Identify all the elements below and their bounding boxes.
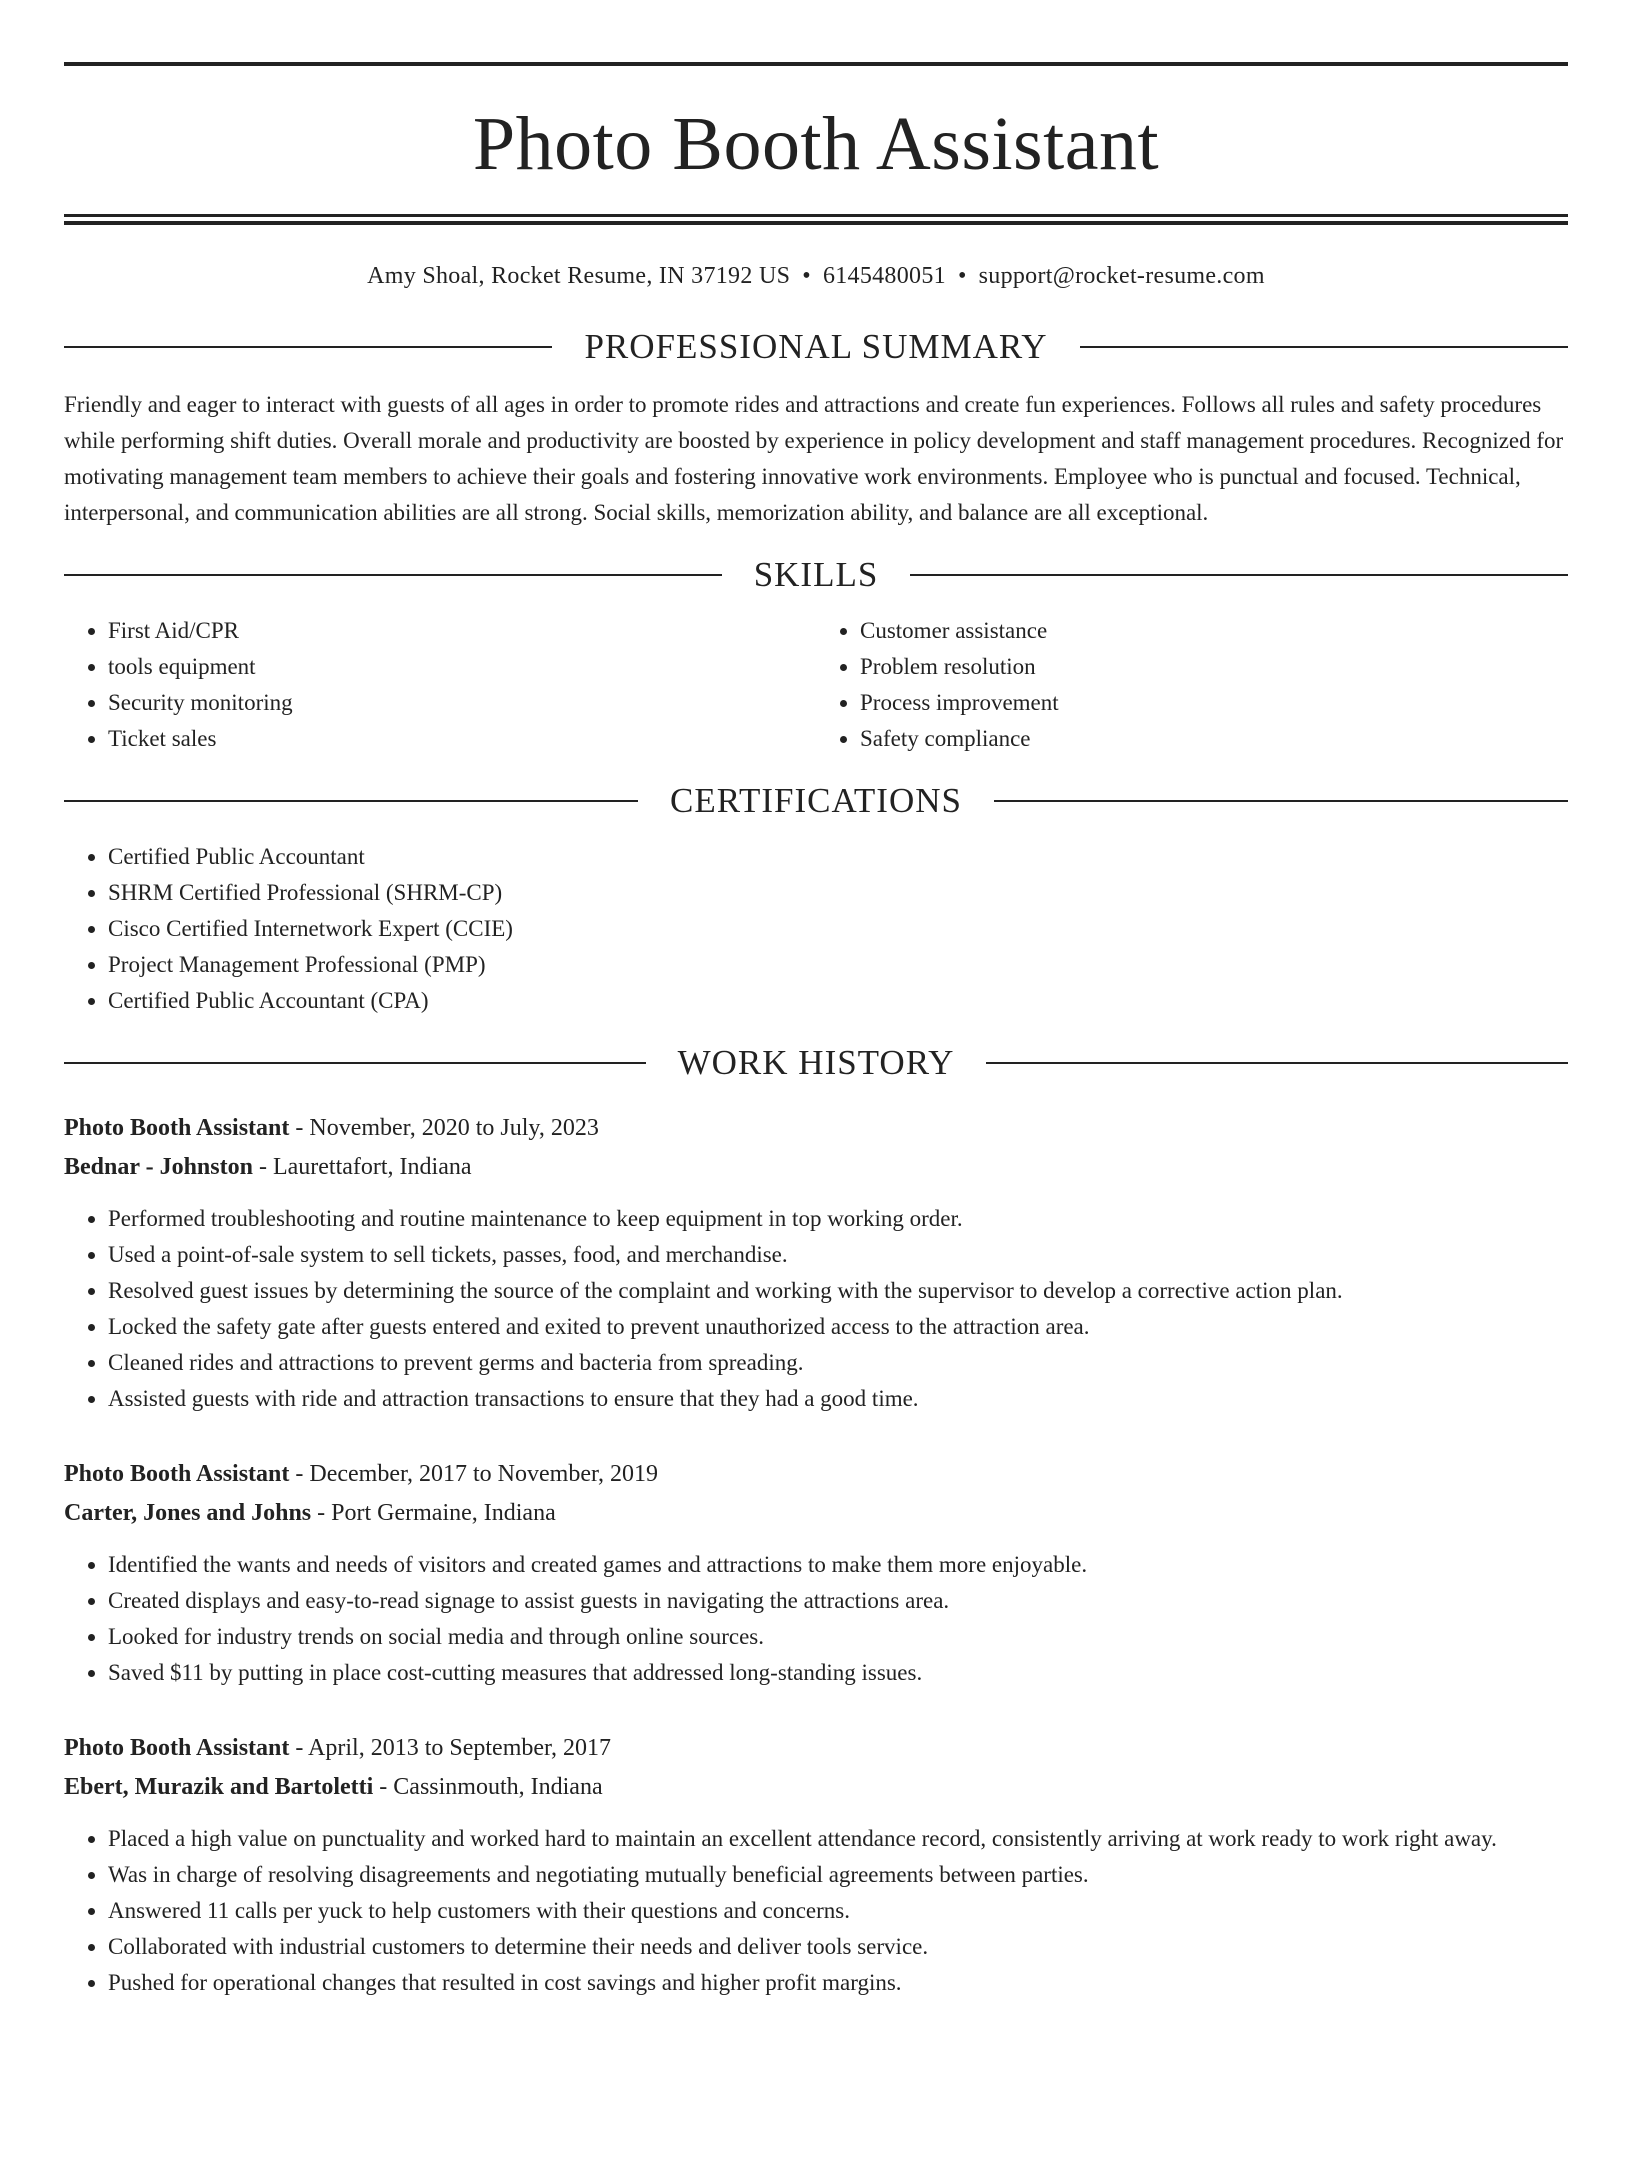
job-duty: • Pushed for operational changes that resulted in cost savings and higher profit margins. [108,1965,1568,2001]
skill-item: • Customer assistance [860,613,1568,649]
job-duty: • Locked the safety gate after guests entered and exited to prevent unauthorized access to the attraction area. [108,1309,1568,1345]
section-heading-summary [64,327,1568,367]
heading-rule-right [910,574,1568,576]
skill-item: • First Aid/CPR [108,613,816,649]
job-duty: • Identified the wants and needs of visitors and created games and attractions to make them more enjoyable. [108,1547,1568,1583]
header-double-rule [64,214,1568,225]
job-duty: • Saved $11 by putting in place cost-cutting measures that addressed long-standing issues. [108,1655,1568,1691]
heading-rule-right [986,1062,1568,1064]
skill-item: • Process improvement [860,685,1568,721]
job-duty: • Answered 11 calls per yuck to help customers with their questions and concerns. [108,1893,1568,1929]
job-entry [64,1455,1568,1691]
job-duty: • Performed troubleshooting and routine maintenance to keep equipment in top working order. [108,1201,1568,1237]
section-title: CERTIFICATIONS [670,781,962,820]
job-location: - Cassinmouth, Indiana [373,1774,603,1800]
certification-item: • Certified Public Accountant (CPA) [108,983,1568,1019]
job-duty: • Placed a high value on punctuality and worked hard to maintain an excellent attendance record, consistently arriving at work ready to work right away. [108,1821,1568,1857]
heading-rule-left [64,1062,646,1064]
job-entry [64,1109,1568,1417]
job-duty: • Resolved guest issues by determining the source of the complaint and working with the supervisor to develop a corrective action plan. [108,1273,1568,1309]
job-company-line [64,1768,1568,1807]
job-company-line [64,1494,1568,1533]
job-title-line [64,1455,1568,1494]
certifications-list [64,839,1568,1019]
job-duty: • Created displays and easy-to-read signage to assist guests in navigating the attractions area. [108,1583,1568,1619]
resume-title: Photo Booth Assistant [472,102,1160,186]
job-title: Photo Booth Assistant [64,1735,290,1761]
job-duties-list [64,1201,1568,1417]
job-location: - Laurettafort, Indiana [252,1154,472,1180]
job-company-line [64,1148,1568,1187]
contact-email[interactable]: support@rocket-resume.com [978,263,1265,289]
job-duty: • Used a point-of-sale system to sell tickets, passes, food, and merchandise. [108,1237,1568,1273]
contact-address: Amy Shoal, Rocket Resume, IN 37192 US [367,263,791,289]
skill-item: • Problem resolution [860,649,1568,685]
job-company: Carter, Jones and Johns [64,1500,312,1526]
job-entry [64,1729,1568,2001]
job-company: Ebert, Murazik and Bartoletti [64,1774,374,1800]
contact-separator: • [957,263,967,289]
section-heading-work-history [64,1043,1568,1083]
job-duty: • Assisted guests with ride and attraction transactions to ensure that they had a good time. [108,1381,1568,1417]
summary-text: Friendly and eager to interact with guests of all ages in order to promote rides and attractions and create fun experiences. Follows all rules and safety procedures while performing shift duties. Overall morale and productivity are boosted by experience in policy development and staff management procedures. Recognized for motivating management team members to achieve their goals and fostering innovative work environments. Employee who is punctual and focused. Technical, interpersonal, and communication abilities are all strong. Social skills, memorization ability, and balance are all exceptional. [64,392,1564,525]
skill-item: • tools equipment [108,649,816,685]
job-duties-list [64,1821,1568,2001]
certification-item: • Certified Public Accountant [108,839,1568,875]
job-company: Bednar - Johnston [64,1154,253,1180]
skills-list-right [816,613,1568,757]
contact-phone: 6145480051 [822,263,946,289]
heading-rule-left [64,574,722,576]
section-title: PROFESSIONAL SUMMARY [584,327,1048,366]
job-title-line [64,1729,1568,1768]
job-dates: - December, 2017 to November, 2019 [289,1461,659,1487]
heading-rule-left [64,800,638,802]
job-dates: - November, 2020 to July, 2023 [289,1115,599,1141]
heading-rule-left [64,346,552,348]
job-title: Photo Booth Assistant [64,1115,290,1141]
section-title: WORK HISTORY [677,1043,955,1082]
certification-item: • SHRM Certified Professional (SHRM-CP) [108,875,1568,911]
section-heading-skills [64,555,1568,595]
job-dates: - April, 2013 to September, 2017 [289,1735,612,1761]
section-heading-certifications [64,781,1568,821]
skill-item: • Ticket sales [108,721,816,757]
job-title: Photo Booth Assistant [64,1461,290,1487]
heading-rule-right [994,800,1568,802]
certification-item: • Cisco Certified Internetwork Expert (CCIE) [108,911,1568,947]
certification-item: • Project Management Professional (PMP) [108,947,1568,983]
job-duty: • Was in charge of resolving disagreements and negotiating mutually beneficial agreements between parties. [108,1857,1568,1893]
skill-item: • Safety compliance [860,721,1568,757]
job-title-line [64,1109,1568,1148]
job-duty: • Collaborated with industrial customers to determine their needs and deliver tools service. [108,1929,1568,1965]
skill-item: • Security monitoring [108,685,816,721]
contact-separator: • [802,263,811,289]
contact-line [64,261,1568,291]
skills-list-left [64,613,816,757]
job-duty: • Looked for industry trends on social media and through online sources. [108,1619,1568,1655]
skills-grid [64,595,1568,757]
heading-rule-right [1080,346,1568,348]
section-title: SKILLS [753,555,879,594]
job-duty: • Cleaned rides and attractions to prevent germs and bacteria from spreading. [108,1345,1568,1381]
resume-page [0,62,1632,2174]
job-duties-list [64,1547,1568,1691]
job-location: - Port Germaine, Indiana [311,1500,556,1526]
